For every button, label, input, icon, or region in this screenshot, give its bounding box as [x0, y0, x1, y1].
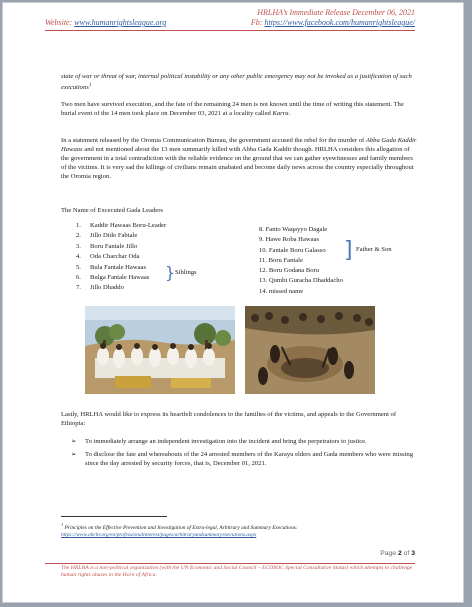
place-name: Karra: [272, 110, 289, 117]
siblings-brace-icon: }: [165, 263, 176, 282]
siblings-label: Siblings: [175, 269, 197, 276]
list-item: 14. missed name: [259, 287, 304, 295]
list-item: 4. Oda Charchar Oda: [76, 253, 140, 261]
header-rule: [45, 30, 415, 31]
facebook-link-group: [251, 18, 415, 27]
closing-paragraph: Lastly, HRLHA would like to express its heartfelt condolences to the families of the victims, and appeals to the Government of Ethiopia:: [61, 411, 397, 427]
paragraph-survivors-end: .: [288, 110, 291, 117]
facebook-label: Fb:: [250, 18, 263, 27]
list-item: 1. Kaddir Hawaas Boru-Leader: [76, 222, 167, 229]
quote-text: state of war or threat of war, internal political instability or any other public emergency may not be invoked as a justification of such executions: [61, 73, 412, 92]
list-item: 12. Boru Godana Boru: [259, 267, 320, 275]
photo-burial-gathering: [85, 306, 235, 394]
quote-paragraph: [61, 72, 417, 92]
father-son-brace-icon: ]: [344, 238, 353, 263]
list-item: 6. Bulga Fantale Hawaas: [76, 274, 150, 282]
photo-grave-digging: [245, 306, 375, 394]
page-number: Page 2 of 3: [380, 550, 415, 557]
footer-text: The HRLHA is a non-political organization (with the UN Economic and Social Council – ECOSOC Special Consultative Status) which attempts to challenge human rights abuses in the Horn of Africa.: [61, 565, 413, 579]
appeal-text: To immediately arrange an independent investigation into the incident and bring the perpetrators to justice.: [85, 438, 367, 445]
quote-footnote-ref: 1: [88, 83, 92, 88]
arrow-bullet-icon: ➢: [71, 449, 77, 458]
header-title: HRLHA’s Immediate Release December 06, 2021: [257, 8, 415, 17]
website-label: Website:: [45, 18, 73, 27]
paragraph-survivors: [61, 100, 417, 118]
list-item: 7. Jillo Dhaddo: [76, 284, 124, 292]
facebook-link[interactable]: https://www.facebook.com/humanrightsleague/: [264, 18, 415, 27]
paragraph-government-text-a: In a statement released by the Oromia Communication Bureau, the government accused the rebel for the murder of: [61, 137, 366, 144]
arrow-bullet-icon: ➢: [71, 437, 77, 445]
appeals-list: [71, 437, 415, 472]
website-link-group: [45, 18, 166, 27]
list-item: 3. Boru Fantale Jillo: [76, 242, 138, 250]
header-links: [45, 18, 415, 27]
footnote: [61, 521, 421, 539]
website-link[interactable]: www.humanrightsleague.org: [74, 18, 167, 27]
list-item: 5. Bula Fantale Hawaas: [76, 263, 147, 271]
list-item: 10. Fantale Boru Galasso: [259, 246, 326, 254]
list-item: 13. Qumbi Guracha Dhaddacho: [259, 277, 343, 285]
victim-name: Abba Gada Kaddir Hawaas: [61, 137, 417, 153]
list-heading: The Name of Excecuted Gada Leaders: [61, 207, 163, 214]
victims-list-left: [76, 221, 166, 294]
appeal-text: To disclose the fate and whereabouts of the 24 arrested members of the Karayu elders and Gada members who were missing since the day arrested by security forces, that is, December 01, 2021.: [85, 450, 414, 468]
father-son-label: Father & Son: [356, 246, 392, 253]
paragraph-government-text-b: and not mentioned about the 13 men summarily killed with Abba Gada Kaddir though. HRLHA considers this allegation of the government in a total contradiction with the reliable evidence on the ground that we can gather eyewitnesses and family members of the victims. It is very sad the killings of civilians remain unabated and become daily news across the country especially throughout the Oromia region.: [61, 146, 414, 180]
list-item: [71, 437, 415, 447]
footnote-rule: [61, 516, 167, 517]
list-item: [71, 450, 415, 469]
paragraph-government-statement: [61, 136, 417, 181]
document-page: [2, 2, 464, 603]
list-item: 2. Jillo Dido Fabtale: [76, 232, 138, 240]
footnote-link[interactable]: https://www.ohchr.org/en/professionalinterest/pages/arbitraryandsummaryexecutions.aspx: [61, 531, 257, 538]
list-item: 8. Fanto Waqayyo Dagale: [259, 226, 328, 233]
footnote-text: Principles on the Effective Prevention and Investigation of Extra-legal, Arbitrary and Summary Executions:: [63, 524, 298, 531]
footer-rule: [45, 563, 415, 564]
paragraph-survivors-text: Two men have survived execution, and the fate of the remaining 24 men is not known until the time of writing this statement. The burial event of the 14 men took place on December 03, 2021 at a locality called: [61, 101, 404, 117]
list-item: 9. Hawe Roba Hawaas: [259, 236, 320, 244]
list-item: 11. Boru Fantale: [259, 256, 303, 264]
footnote-number: 1: [61, 522, 64, 527]
victims-list-right: [259, 225, 343, 297]
